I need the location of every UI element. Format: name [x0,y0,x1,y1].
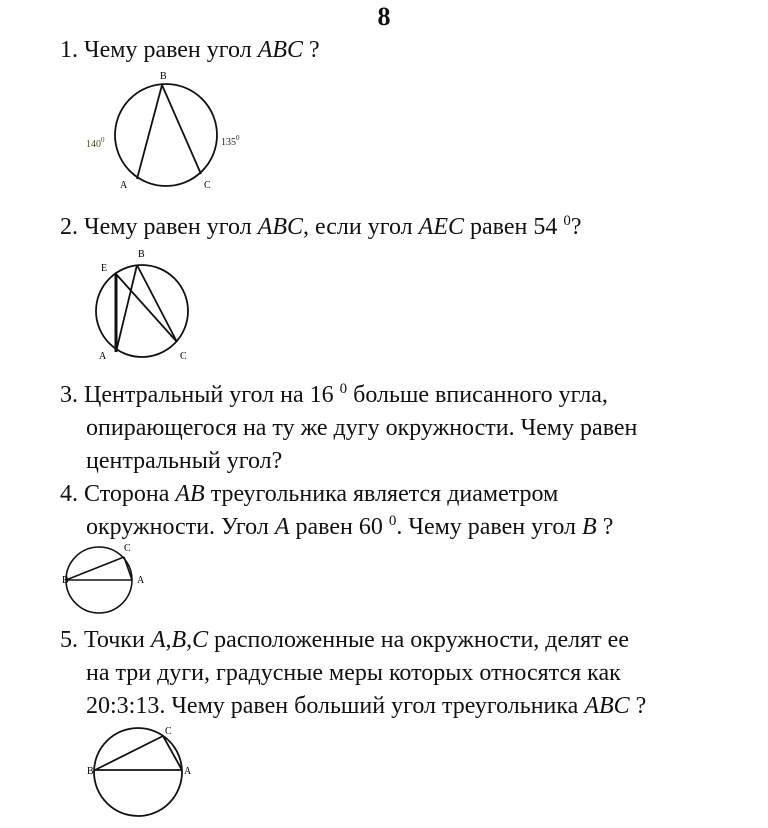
arc-label-right: $135^0$ [221,134,240,148]
question-text: на три дуги, градусные меры которых относятся как [86,660,621,686]
question-text: расположенные на окружности, делят ее [208,627,629,653]
arc-label-left: $140^0$ [86,136,105,150]
point-name: B [171,627,187,653]
question-text: ? [596,514,614,540]
figure-5-circle [86,722,206,822]
point-label-a: A [99,351,107,362]
question-text: 20:3:13. Чему равен больший угол треугольника [86,693,585,719]
point-label-c: C [204,180,211,191]
page-number: 8 [377,2,391,31]
point-label-a: A [137,575,145,586]
figure-2-circle [90,246,210,366]
point-label-c: C [165,726,172,737]
point-label-c: C [180,351,187,362]
point-label-b: B [87,766,94,777]
angle-name: ABC [257,214,304,240]
angle-name: ABC [257,37,304,63]
question-number: 5. [60,627,78,653]
question-1 [60,34,750,67]
degree-sign: 0 [563,213,571,229]
figure-4-circle [60,542,160,622]
question-number: 2. [60,214,78,240]
point-label-c: C [124,543,131,554]
angle-name: B [582,514,597,540]
question-text: Сторона [84,481,176,507]
point-label-b: B [138,249,145,260]
point-label-b: B [62,575,69,586]
question-text: равен 54 [463,214,564,240]
degree-sign: 0 [339,381,348,397]
question-number: 1. [60,37,78,63]
question-number: 4. [60,481,78,507]
question-text: ? [629,693,647,719]
question-number: 3. [60,382,78,408]
question-text: ? [303,37,320,63]
question-3 [60,379,750,478]
question-text: , если угол [303,214,419,240]
question-text: ? [570,214,582,240]
question-text: Чему равен угол [84,37,258,63]
point-label-b: B [160,71,167,82]
angle-name: AEC [418,214,464,240]
question-2 [60,211,750,244]
point-name: C [192,627,209,653]
side-name: AB [175,481,205,507]
triangle-name: ABC [584,693,630,719]
question-text: равен 60 [289,514,389,540]
question-text: центральный угол? [86,448,283,474]
question-5: 5. Точки A,B,C расположенные на окружности, делят ее на три дуги, градусные меры которых относятся как 20:3:13. Чему равен больший угол треугольника ABC ? [60,624,750,723]
question-text: окружности. Угол [86,514,275,540]
point-name: A [150,627,166,653]
point-label-a: A [184,766,192,777]
question-text: больше вписанного угла, [347,382,608,408]
question-text: . Чему равен угол [396,514,583,540]
question-text: Точки [84,627,151,653]
point-label-a: A [120,180,128,191]
degree-sign: 0 [388,513,397,529]
question-text: опирающегося на ту же дугу окружности. Чему равен [86,415,638,441]
question-4 [60,478,750,544]
question-text: Центральный угол на 16 [84,382,340,408]
point-label-e: E [101,263,108,274]
angle-name: A [274,514,290,540]
question-text: треугольника является диаметром [204,481,559,507]
question-text: Чему равен угол [84,214,258,240]
figure-1-circle [80,66,260,196]
